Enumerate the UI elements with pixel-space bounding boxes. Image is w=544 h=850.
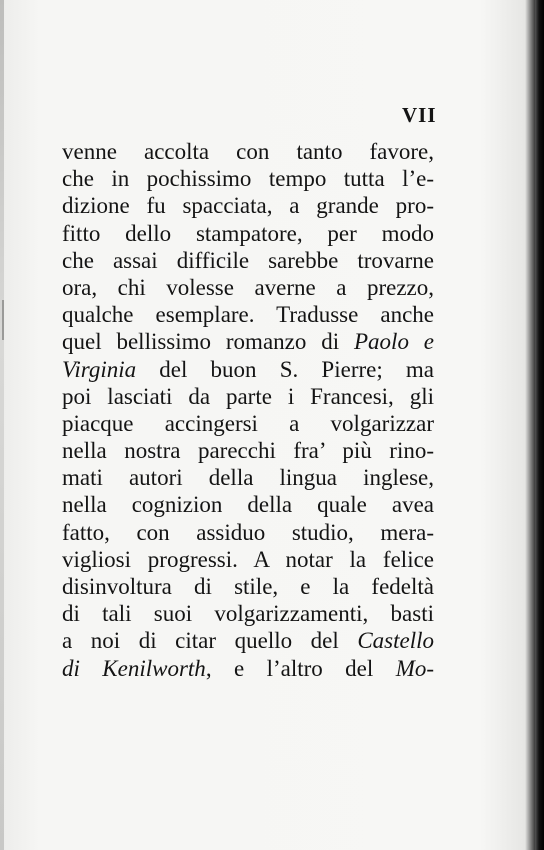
- text-line-2: che in pochissimo tempo tutta l’e-: [62, 166, 434, 192]
- text-line-16: vigliosi progressi. A notar la felice: [62, 546, 434, 572]
- text-line-7: qualche esemplare. Tradusse anche: [62, 302, 434, 328]
- text-line-14: nella cognizion della quale avea: [62, 492, 434, 518]
- italic-title-kenilworth: di Kenilworth: [62, 655, 206, 681]
- body-text: [62, 138, 434, 682]
- text-line-10: poi lasciati da parte i Francesi, gli: [62, 383, 434, 409]
- text-line-5: che assai difficile sarebbe trovarne: [62, 247, 434, 273]
- italic-title-paolo: Paolo e: [354, 329, 435, 355]
- page-right-shadow: [535, 0, 544, 850]
- text-line-17: disinvoltura di stile, e la fedeltà: [62, 574, 434, 599]
- text-line-6: ora, chi volesse averne a prezzo,: [62, 274, 434, 300]
- text-line-9: Virginia del buon S. Pierre; ma: [62, 356, 435, 382]
- text-line-1: venne accolta con tanto favore,: [62, 139, 434, 164]
- italic-title-castello: Castello: [357, 628, 435, 654]
- text-line-3: dizione fu spacciata, a grande pro-: [62, 193, 434, 219]
- text-line-12: nella nostra parecchi fra’ più rino-: [62, 438, 434, 464]
- italic-title-mo: Mo-: [395, 655, 435, 681]
- italic-title-virginia: Virginia: [62, 356, 137, 382]
- text-line-13: mati autori della lingua inglese,: [62, 465, 434, 491]
- text-line-8: quel bellissimo romanzo di Paolo e: [62, 329, 435, 355]
- text-line-20: di Kenilworth, e l’altro del Mo-: [62, 655, 435, 681]
- text-line-19: a noi di citar quello del Castello: [62, 628, 435, 654]
- page-edge-mark: [2, 300, 4, 340]
- page-left-edge: [0, 0, 4, 850]
- text-line-18: di tali suoi volgarizzamenti, basti: [62, 601, 434, 627]
- page-number: VII: [402, 103, 437, 127]
- text-line-11: piacque accingersi a volgarizzar: [62, 410, 434, 436]
- text-line-15: fatto, con assiduo studio, mera-: [62, 519, 434, 545]
- text-line-4: fitto dello stampatore, per modo: [62, 220, 434, 246]
